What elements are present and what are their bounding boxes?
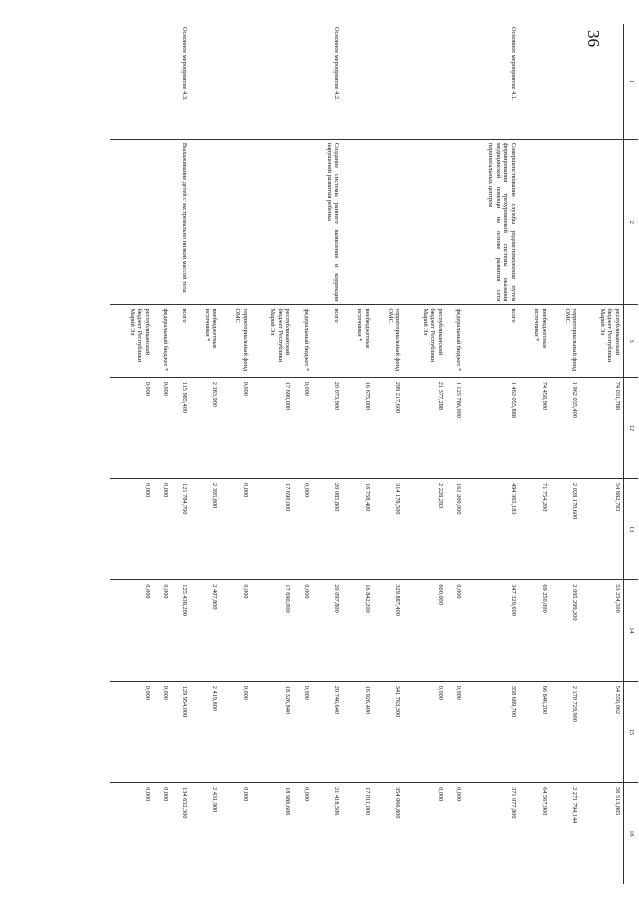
source-cell: республиканский бюджет Республики Марий Эл [251,305,294,377]
value-cell: 1 463 055,888 [464,377,519,478]
col-header: 16 [624,783,639,884]
value-cell: 16 926,400 [342,681,373,782]
value-cell: 371 077,800 [464,783,519,884]
value-cell: 66 846,200 [519,681,550,782]
table-body [110,24,624,884]
source-cell: федеральный бюджет * [293,305,311,377]
budget-table [110,24,638,884]
event-cell [580,24,623,139]
value-cell: 115 985,400 [171,377,189,478]
table-row [251,24,294,884]
col-header: 15 [624,681,639,782]
description-cell [251,139,294,305]
col-header: 13 [624,479,639,580]
source-cell: внебюджетные источники * [342,305,373,377]
value-cell: 17 690,000 [251,479,294,580]
event-cell [519,24,550,139]
value-cell: 18 326,840 [251,681,294,782]
table-row [519,24,550,884]
value-cell: 2 383,900 [190,377,221,478]
value-cell: 0,000 [293,783,311,884]
value-cell: 0,000 [293,580,311,681]
value-cell: 0,000 [220,681,251,782]
value-cell: 18 986,606 [251,783,294,884]
source-cell: республиканский бюджет Республики Марий Эл [110,305,153,377]
value-cell: 0,000 [110,783,153,884]
description-cell [519,139,550,305]
source-cell: территориальный фонд ОМС [550,305,581,377]
table-row [403,24,446,884]
table-row [373,24,404,884]
value-cell: 1 125 786,000 [446,377,464,478]
value-cell: 134 632,300 [171,783,189,884]
description-cell: Выхаживание детей с экстремально низкой массой тела [171,139,189,305]
description-cell: Совершенствование службы родовспоможения путем формирования трехуровневой системы оказания медицинской помощи на основе развития сети перинатальных центров [464,139,519,305]
value-cell: 0,000 [110,580,153,681]
value-cell: 56 513,865 [580,783,623,884]
value-cell: 64 567,900 [519,783,550,884]
value-cell: 21 377,288 [403,377,446,478]
source-cell: федеральный бюджет * [153,305,171,377]
description-cell [550,139,581,305]
table-row [220,24,251,884]
event-cell: Основное мероприятие 4.1. [510,27,518,101]
value-cell: 2 228,283 [403,479,446,580]
description-cell [342,139,373,305]
value-cell: 17 690,000 [251,377,294,478]
description-cell [293,139,311,305]
value-cell: 69 250,000 [519,580,550,681]
value-cell: 74 031,788 [580,377,623,478]
value-cell: 347 329,600 [464,580,519,681]
source-cell: внебюджетные источники * [519,305,550,377]
table-row [312,24,343,884]
col-header: 3 [624,305,639,377]
source-cell: республиканский бюджет Республики Марий Эл [403,305,446,377]
table-header [624,24,639,884]
table-row [464,24,519,884]
description-cell [110,139,153,305]
value-cell: 600,000 [403,580,446,681]
value-cell: 0,000 [110,479,153,580]
col-header: 12 [624,377,639,478]
event-cell [550,24,581,139]
value-cell: 0,000 [153,377,171,478]
event-cell [110,24,153,139]
value-cell: 358 689,700 [464,681,519,782]
value-cell: 2 170 729,900 [550,681,581,782]
description-cell: Создание системы раннего выявления и коррекции нарушений развития ребенка [312,139,343,305]
value-cell: 2 431,900 [190,783,221,884]
table-row [550,24,581,884]
value-cell: 161 200,000 [446,479,464,580]
value-cell: 2 395,800 [190,479,221,580]
value-cell: 17 011,000 [342,783,373,884]
value-cell: 125 438,200 [171,580,189,681]
table-row [153,24,171,884]
description-cell [403,139,446,305]
value-cell: 2 095 299,200 [550,580,581,681]
value-cell: 0,000 [153,580,171,681]
value-cell: 341 763,300 [373,681,404,782]
col-header: 1 [624,24,639,139]
value-cell: 314 178,500 [373,479,404,580]
description-cell [190,139,221,305]
value-cell: 16 842,200 [342,580,373,681]
value-cell: 53 254,500 [580,580,623,681]
value-cell: 0,000 [220,783,251,884]
table-row [580,24,623,884]
value-cell: 16 675,000 [342,377,373,478]
value-cell: 2 271 794,144 [550,783,581,884]
table-row [293,24,311,884]
description-cell [373,139,404,305]
table-row [446,24,464,884]
event-cell [342,24,373,139]
value-cell: 20 097,800 [312,580,343,681]
event-cell [373,24,404,139]
value-cell: 0,000 [110,681,153,782]
col-header: 14 [624,580,639,681]
value-cell: 0,000 [220,580,251,681]
description-cell [446,139,464,305]
value-cell: 121 784,700 [171,479,189,580]
event-cell: Основное мероприятие 4.3. [180,27,188,101]
description-cell [153,139,171,305]
source-cell: всего [171,305,189,377]
event-cell: Основное мероприятие 4.2. [333,27,341,101]
value-cell: 0,000 [446,783,464,884]
source-cell: территориальный фонд ОМС [220,305,251,377]
description-cell [220,139,251,305]
value-cell: 20 085,800 [312,479,343,580]
rotated-table-container [110,24,638,884]
value-cell: 299 217,600 [373,377,404,478]
table-row [190,24,221,884]
page-number: 36 [584,30,603,47]
source-cell: всего [312,305,343,377]
value-cell: 17 690,000 [251,580,294,681]
source-cell: всего [464,305,519,377]
value-cell: 0,000 [220,479,251,580]
table-row [110,24,153,884]
table-row [171,24,189,884]
value-cell: 16 758,400 [342,479,373,580]
value-cell: 0,000 [153,479,171,580]
table-row [342,24,373,884]
event-cell [190,24,221,139]
event-cell [403,24,446,139]
value-cell: 21 418,506 [312,783,343,884]
value-cell: 329 887,400 [373,580,404,681]
value-cell: 0,000 [403,783,446,884]
value-cell: 0,000 [293,377,311,478]
value-cell: 354 066,800 [373,783,404,884]
value-cell: 2 407,800 [190,580,221,681]
source-cell: федеральный бюджет * [446,305,464,377]
event-cell [153,24,171,139]
value-cell: 2 028 170,600 [550,479,581,580]
value-cell: 74 458,900 [519,377,550,478]
col-header: 2 [624,139,639,305]
value-cell: 54 550,062 [580,681,623,782]
value-cell: 20 746,640 [312,681,343,782]
value-cell: 1 962 035,400 [550,377,581,478]
value-cell: 0,000 [293,681,311,782]
event-cell [220,24,251,139]
value-cell: 0,000 [446,580,464,681]
value-cell: 0,000 [220,377,251,478]
value-cell: 0,000 [403,681,446,782]
value-cell: 71 754,200 [519,479,550,580]
value-cell: 54 882,783 [580,479,623,580]
value-cell: 0,000 [446,681,464,782]
value-cell: 494 365,183 [464,479,519,580]
source-cell: республиканский бюджет Республики Марий Эл [580,305,623,377]
value-cell: 0,000 [110,377,153,478]
event-cell [251,24,294,139]
value-cell: 0,000 [293,479,311,580]
source-cell: внебюджетные источники * [190,305,221,377]
value-cell: 20 073,900 [312,377,343,478]
description-cell [580,139,623,305]
value-cell: 0,000 [153,681,171,782]
value-cell: 0,000 [153,783,171,884]
source-cell: территориальный фонд ОМС [373,305,404,377]
event-cell [293,24,311,139]
value-cell: 129 954,000 [171,681,189,782]
value-cell: 2 419,800 [190,681,221,782]
event-cell [446,24,464,139]
